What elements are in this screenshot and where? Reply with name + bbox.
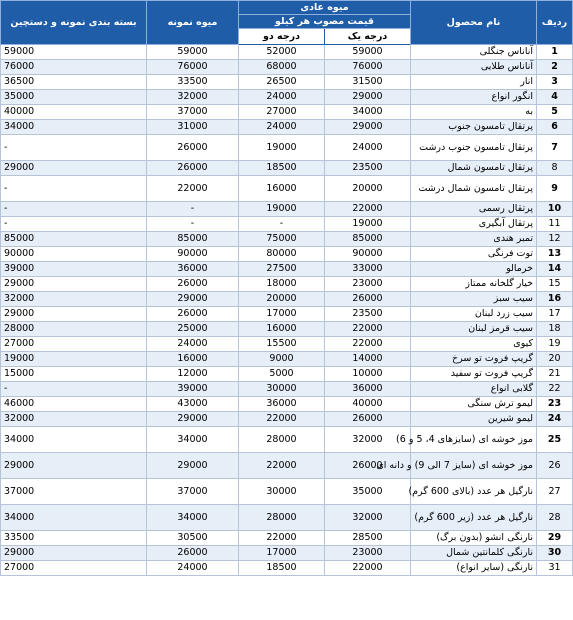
- price-grade-one: 26000: [325, 292, 411, 307]
- row-number: 18: [537, 322, 573, 337]
- price-grade-one: 26000: [325, 412, 411, 427]
- row-number: 31: [537, 561, 573, 576]
- price-packaged: 19000: [1, 352, 147, 367]
- price-grade-one: 22000: [325, 337, 411, 352]
- price-packaged: 28000: [1, 322, 147, 337]
- price-grade-two: 19000: [239, 135, 325, 161]
- price-grade-two: 27000: [239, 105, 325, 120]
- price-grade-one: 29000: [325, 90, 411, 105]
- price-grade-one: 22000: [325, 202, 411, 217]
- price-packaged: 29000: [1, 453, 147, 479]
- price-packaged: -: [1, 382, 147, 397]
- price-sample: 25000: [147, 322, 239, 337]
- row-number: 17: [537, 307, 573, 322]
- price-grade-two: 75000: [239, 232, 325, 247]
- price-sample: 85000: [147, 232, 239, 247]
- row-number: 4: [537, 90, 573, 105]
- price-grade-one: 24000: [325, 135, 411, 161]
- price-grade-two: 16000: [239, 322, 325, 337]
- product-name: سیب زرد لبنان: [411, 307, 537, 322]
- price-packaged: 37000: [1, 479, 147, 505]
- price-sample: 32000: [147, 90, 239, 105]
- table-row: [1, 367, 573, 382]
- header-sample-fruit: میوه نمونه: [147, 1, 239, 45]
- product-name: پرتقال تامسون جنوب درشت: [411, 135, 537, 161]
- row-number: 10: [537, 202, 573, 217]
- table-row: [1, 45, 573, 60]
- price-grade-one: 59000: [325, 45, 411, 60]
- header-approved-price: قیمت مصوب هر کیلو: [239, 15, 411, 29]
- product-name: آناناس طلایی: [411, 60, 537, 75]
- row-number: 20: [537, 352, 573, 367]
- price-packaged: 29000: [1, 277, 147, 292]
- product-name: انار: [411, 75, 537, 90]
- row-number: 6: [537, 120, 573, 135]
- price-grade-two: 22000: [239, 531, 325, 546]
- table-row: [1, 561, 573, 576]
- price-grade-two: 18500: [239, 561, 325, 576]
- price-grade-one: 90000: [325, 247, 411, 262]
- price-sample: 34000: [147, 505, 239, 531]
- price-grade-one: 32000: [325, 427, 411, 453]
- price-grade-two: 28000: [239, 505, 325, 531]
- price-grade-one: 22000: [325, 322, 411, 337]
- price-grade-one: 33000: [325, 262, 411, 277]
- header-grade-two: درجه دو: [239, 29, 325, 45]
- price-grade-one: 26000: [325, 453, 411, 479]
- price-sample: 30500: [147, 531, 239, 546]
- table-row: [1, 120, 573, 135]
- price-grade-two: 52000: [239, 45, 325, 60]
- price-grade-one: 31500: [325, 75, 411, 90]
- price-sample: 29000: [147, 412, 239, 427]
- price-grade-two: 15500: [239, 337, 325, 352]
- product-name: پرتقال تامسون شمال درشت: [411, 176, 537, 202]
- table-row: [1, 382, 573, 397]
- price-grade-two: 24000: [239, 120, 325, 135]
- price-sample: 16000: [147, 352, 239, 367]
- table-row: [1, 427, 573, 453]
- table-row: [1, 105, 573, 120]
- price-grade-one: 36000: [325, 382, 411, 397]
- product-name: خرمالو: [411, 262, 537, 277]
- price-sample: 59000: [147, 45, 239, 60]
- price-packaged: 40000: [1, 105, 147, 120]
- price-grade-one: 28500: [325, 531, 411, 546]
- price-grade-two: 9000: [239, 352, 325, 367]
- price-grade-one: 85000: [325, 232, 411, 247]
- product-name: آناناس جنگلی: [411, 45, 537, 60]
- price-packaged: 34000: [1, 120, 147, 135]
- table-row: [1, 546, 573, 561]
- price-packaged: 34000: [1, 427, 147, 453]
- price-sample: -: [147, 202, 239, 217]
- table-row: [1, 531, 573, 546]
- product-name: نارنگی انشو (بدون برگ): [411, 531, 537, 546]
- price-packaged: 32000: [1, 292, 147, 307]
- price-packaged: -: [1, 217, 147, 232]
- table-row: [1, 337, 573, 352]
- price-sample: 90000: [147, 247, 239, 262]
- price-sample: 24000: [147, 561, 239, 576]
- table-row: [1, 135, 573, 161]
- row-number: 22: [537, 382, 573, 397]
- price-sample: 37000: [147, 479, 239, 505]
- row-number: 3: [537, 75, 573, 90]
- table-row: [1, 217, 573, 232]
- price-grade-one: 29000: [325, 120, 411, 135]
- price-grade-one: 23500: [325, 307, 411, 322]
- product-name: پرتقال رسمی: [411, 202, 537, 217]
- product-name: موز خوشه ای (سایز 7 الی 9) و دانه ای: [411, 453, 537, 479]
- price-grade-one: 23500: [325, 161, 411, 176]
- price-grade-two: 22000: [239, 412, 325, 427]
- price-table-body: [1, 45, 573, 576]
- price-grade-two: 28000: [239, 427, 325, 453]
- price-packaged: 36500: [1, 75, 147, 90]
- price-sample: 43000: [147, 397, 239, 412]
- price-sample: 36000: [147, 262, 239, 277]
- product-name: تمبر هندی: [411, 232, 537, 247]
- price-grade-two: -: [239, 217, 325, 232]
- price-sample: 12000: [147, 367, 239, 382]
- product-name: کیوی: [411, 337, 537, 352]
- price-grade-one: 14000: [325, 352, 411, 367]
- row-number: 16: [537, 292, 573, 307]
- price-packaged: 76000: [1, 60, 147, 75]
- table-row: [1, 176, 573, 202]
- price-sample: 33500: [147, 75, 239, 90]
- table-row: [1, 60, 573, 75]
- product-name: توت فرنگی: [411, 247, 537, 262]
- product-name: نارگیل هر عدد (زیر 600 گرم): [411, 505, 537, 531]
- price-sample: -: [147, 217, 239, 232]
- price-packaged: 85000: [1, 232, 147, 247]
- price-packaged: 27000: [1, 337, 147, 352]
- table-row: [1, 352, 573, 367]
- product-name: لیمو ترش سنگی: [411, 397, 537, 412]
- row-number: 9: [537, 176, 573, 202]
- price-grade-one: 40000: [325, 397, 411, 412]
- price-sample: 26000: [147, 277, 239, 292]
- price-grade-two: 17000: [239, 307, 325, 322]
- price-packaged: 34000: [1, 505, 147, 531]
- table-row: [1, 397, 573, 412]
- row-number: 26: [537, 453, 573, 479]
- product-name: پرتقال آبگیری: [411, 217, 537, 232]
- price-grade-two: 18000: [239, 277, 325, 292]
- price-grade-two: 16000: [239, 176, 325, 202]
- price-grade-one: 22000: [325, 561, 411, 576]
- row-number: 1: [537, 45, 573, 60]
- price-grade-two: 30000: [239, 479, 325, 505]
- price-packaged: 29000: [1, 546, 147, 561]
- table-row: [1, 262, 573, 277]
- row-number: 7: [537, 135, 573, 161]
- product-name: نارگیل هر عدد (بالای 600 گرم): [411, 479, 537, 505]
- price-sample: 26000: [147, 307, 239, 322]
- price-grade-two: 24000: [239, 90, 325, 105]
- price-packaged: 32000: [1, 412, 147, 427]
- table-row: [1, 505, 573, 531]
- price-grade-two: 27500: [239, 262, 325, 277]
- price-packaged: 15000: [1, 367, 147, 382]
- header-product-name: نام محصول: [411, 1, 537, 45]
- row-number: 30: [537, 546, 573, 561]
- row-number: 24: [537, 412, 573, 427]
- price-packaged: 29000: [1, 161, 147, 176]
- product-name: پرتقال تامسون شمال: [411, 161, 537, 176]
- price-grade-one: 23000: [325, 277, 411, 292]
- price-grade-two: 30000: [239, 382, 325, 397]
- product-name: پرتقال تامسون جنوب: [411, 120, 537, 135]
- table-row: [1, 202, 573, 217]
- row-number: 5: [537, 105, 573, 120]
- row-number: 25: [537, 427, 573, 453]
- product-name: سیب سبز: [411, 292, 537, 307]
- price-sample: 31000: [147, 120, 239, 135]
- price-grade-one: 19000: [325, 217, 411, 232]
- table-row: [1, 247, 573, 262]
- row-number: 2: [537, 60, 573, 75]
- row-number: 8: [537, 161, 573, 176]
- price-grade-one: 32000: [325, 505, 411, 531]
- table-row: [1, 90, 573, 105]
- price-grade-one: 20000: [325, 176, 411, 202]
- price-sample: 76000: [147, 60, 239, 75]
- product-name: به: [411, 105, 537, 120]
- product-name: لیمو شیرین: [411, 412, 537, 427]
- table-row: [1, 412, 573, 427]
- product-name: نارنگی (سایر انواع): [411, 561, 537, 576]
- row-number: 13: [537, 247, 573, 262]
- price-grade-two: 22000: [239, 453, 325, 479]
- price-sample: 29000: [147, 453, 239, 479]
- product-name: گریپ فروت تو سفید: [411, 367, 537, 382]
- price-grade-two: 5000: [239, 367, 325, 382]
- price-grade-one: 76000: [325, 60, 411, 75]
- product-name: نارنگی کلمانتین شمال: [411, 546, 537, 561]
- table-row: [1, 232, 573, 247]
- price-packaged: 29000: [1, 307, 147, 322]
- price-sample: 29000: [147, 292, 239, 307]
- table-row: [1, 161, 573, 176]
- price-packaged: -: [1, 135, 147, 161]
- row-number: 29: [537, 531, 573, 546]
- table-row: [1, 75, 573, 90]
- row-number: 15: [537, 277, 573, 292]
- price-sample: 24000: [147, 337, 239, 352]
- row-number: 28: [537, 505, 573, 531]
- price-packaged: 27000: [1, 561, 147, 576]
- price-sample: 26000: [147, 546, 239, 561]
- price-sample: 26000: [147, 135, 239, 161]
- product-name: گریپ فروت تو سرخ: [411, 352, 537, 367]
- price-packaged: 33500: [1, 531, 147, 546]
- price-grade-two: 80000: [239, 247, 325, 262]
- price-packaged: 46000: [1, 397, 147, 412]
- price-sample: 39000: [147, 382, 239, 397]
- price-grade-two: 36000: [239, 397, 325, 412]
- product-name: گلابی انواع: [411, 382, 537, 397]
- row-number: 21: [537, 367, 573, 382]
- price-grade-two: 18500: [239, 161, 325, 176]
- price-sample: 26000: [147, 161, 239, 176]
- table-row: [1, 292, 573, 307]
- header-packaged: بسته بندی نمونه و دستچین: [1, 1, 147, 45]
- table-row: [1, 322, 573, 337]
- price-grade-two: 68000: [239, 60, 325, 75]
- header-grade-one: درجه یک: [325, 29, 411, 45]
- price-packaged: 59000: [1, 45, 147, 60]
- price-packaged: 39000: [1, 262, 147, 277]
- price-grade-one: 10000: [325, 367, 411, 382]
- price-packaged: 35000: [1, 90, 147, 105]
- price-packaged: -: [1, 202, 147, 217]
- row-number: 12: [537, 232, 573, 247]
- header-row-number: ردیف: [537, 1, 573, 45]
- product-name: خیار گلخانه ممتاز: [411, 277, 537, 292]
- header-regular-fruit: میوه عادی: [239, 1, 411, 15]
- price-grade-two: 26500: [239, 75, 325, 90]
- price-sample: 37000: [147, 105, 239, 120]
- product-name: انگور انواع: [411, 90, 537, 105]
- row-number: 23: [537, 397, 573, 412]
- product-name: موز خوشه ای (سایزهای 4، 5 و 6): [411, 427, 537, 453]
- price-grade-one: 34000: [325, 105, 411, 120]
- price-grade-two: 20000: [239, 292, 325, 307]
- row-number: 11: [537, 217, 573, 232]
- row-number: 14: [537, 262, 573, 277]
- table-row: [1, 479, 573, 505]
- price-packaged: 90000: [1, 247, 147, 262]
- price-sample: 22000: [147, 176, 239, 202]
- price-grade-one: 35000: [325, 479, 411, 505]
- row-number: 19: [537, 337, 573, 352]
- price-packaged: -: [1, 176, 147, 202]
- table-row: [1, 453, 573, 479]
- price-grade-one: 23000: [325, 546, 411, 561]
- product-name: سیب قرمز لبنان: [411, 322, 537, 337]
- price-grade-two: 19000: [239, 202, 325, 217]
- row-number: 27: [537, 479, 573, 505]
- table-row: [1, 277, 573, 292]
- table-row: [1, 307, 573, 322]
- price-grade-two: 17000: [239, 546, 325, 561]
- price-sample: 34000: [147, 427, 239, 453]
